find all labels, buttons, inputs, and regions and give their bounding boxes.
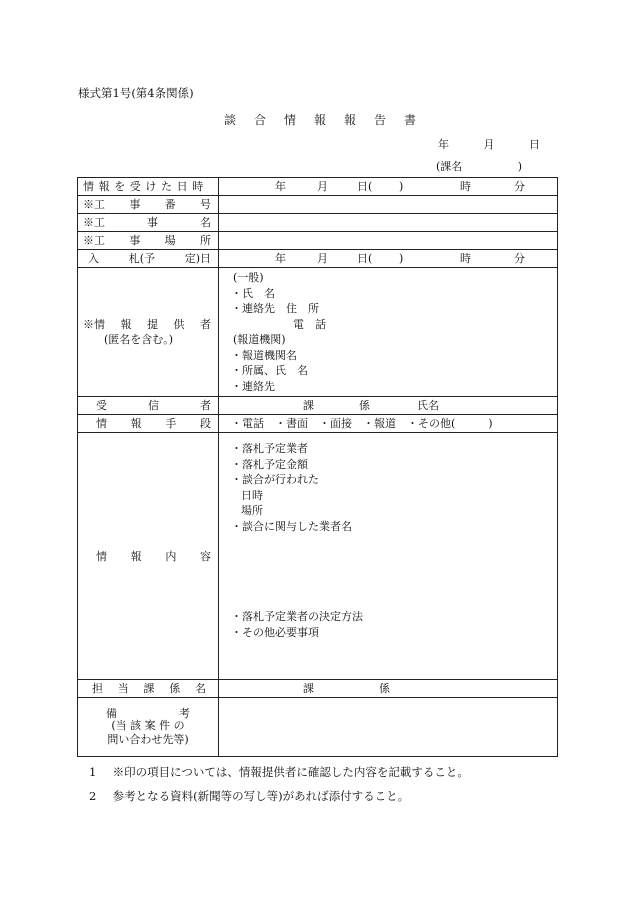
date-year: 年: [438, 138, 449, 151]
label-text: [82, 199, 214, 210]
ch: 情: [96, 549, 107, 563]
row-means: [78, 415, 558, 433]
remarks-sub1: (当 該 案 件 の: [111, 718, 185, 732]
dt-month: 月: [317, 252, 328, 265]
ch: 名: [200, 216, 211, 229]
row-staff: [78, 680, 558, 698]
value-work-number: [219, 196, 558, 214]
ch: 名: [195, 682, 206, 695]
dept-close: ): [517, 160, 522, 173]
note-1: [89, 767, 469, 779]
label-text: [82, 253, 214, 264]
dept-open: (課名: [436, 160, 463, 173]
line: ・報道機関名: [231, 348, 297, 362]
label-text: [82, 551, 214, 562]
ch: 番: [164, 198, 176, 211]
line: 電 話: [293, 317, 326, 331]
value-bid-date: [219, 250, 558, 268]
ch: 事: [129, 198, 141, 211]
dt-hour: 時: [460, 252, 471, 265]
note-text: ※印の項目については、情報提供者に確認した内容を記載すること。: [112, 765, 469, 779]
ch: 号: [199, 198, 211, 211]
value-remarks: [219, 698, 558, 757]
label-text: 情報を受けた日時: [83, 180, 208, 193]
form-id: 様式第1号(第4条関係): [78, 86, 194, 100]
ch: 供: [173, 318, 185, 331]
value-work-name: [219, 214, 558, 232]
ch: 者: [200, 318, 211, 331]
row-receiver: [78, 397, 558, 415]
note-2: [89, 791, 409, 803]
label-provider: [78, 268, 219, 397]
note-number: 2: [89, 789, 97, 803]
kakari: 係: [359, 399, 370, 412]
label-receiver: [78, 397, 219, 415]
ch: 内: [165, 549, 177, 563]
shimei: 氏名: [417, 399, 439, 412]
line: ・落札予定業者の決定方法: [231, 610, 363, 623]
line: 場所: [241, 504, 263, 517]
row-work-number: [78, 196, 558, 214]
row-received-datetime: [78, 178, 558, 196]
row-work-place: [78, 232, 558, 250]
value-provider: [219, 268, 558, 397]
ch: 報: [130, 549, 142, 563]
row-work-name: [78, 214, 558, 232]
ch: 事: [129, 234, 141, 247]
dt-year: 年: [275, 252, 286, 265]
label-received-datetime: [78, 178, 219, 196]
content-lines-bottom: [223, 534, 553, 640]
datetime-fields: [223, 179, 553, 195]
ch: 札(予: [128, 252, 155, 265]
ch: 備: [106, 706, 117, 720]
row-remarks: [78, 698, 558, 757]
ch: 段: [199, 417, 211, 430]
ch: 者: [200, 399, 211, 412]
label-staff: [78, 680, 219, 698]
line: ・落札予定金額: [231, 457, 308, 471]
ch: 場: [164, 234, 176, 247]
date-day: 日: [529, 138, 540, 151]
report-table: [77, 177, 558, 757]
datetime-fields: [223, 251, 553, 267]
line: (報道機関): [233, 333, 286, 346]
dt-day: 日(: [357, 180, 373, 193]
date-month: 月: [483, 138, 495, 151]
line: ・連絡先 住 所: [231, 302, 319, 315]
label-text: [82, 400, 214, 411]
note-text: 参考となる資料(新聞等の写し等)があれば添付すること。: [112, 789, 410, 803]
label-remarks: [78, 698, 219, 757]
dt-year: 年: [275, 180, 286, 193]
ch: 所: [199, 234, 211, 247]
mark: ※工: [83, 216, 105, 229]
line: ・その他必要事項: [231, 625, 319, 639]
label-means: [78, 415, 219, 433]
value-means: [219, 415, 558, 433]
ka: 課: [303, 682, 314, 695]
label-content: [78, 433, 219, 680]
value-receiver: [219, 397, 558, 415]
label-work-name: [78, 214, 219, 232]
note-number: 1: [89, 765, 97, 779]
label-text: [82, 217, 214, 228]
ch: 提: [147, 318, 158, 331]
staff-fields: [223, 681, 553, 697]
ch: 考: [179, 706, 190, 720]
label-text: [82, 319, 214, 330]
ch: 容: [199, 549, 211, 563]
value-content: [219, 433, 558, 680]
line: ・談合に関与した業者名: [231, 519, 352, 533]
ch: 信: [148, 399, 159, 412]
line: (一般): [233, 271, 264, 284]
label-work-place: [78, 232, 219, 250]
label-text: [82, 683, 214, 694]
ka: 課: [303, 399, 314, 412]
ch: 当: [117, 682, 129, 695]
ch: 情: [96, 417, 107, 430]
dt-day: 日(: [357, 252, 373, 265]
report-date: [438, 139, 540, 150]
provider-sublabel: (匿名を含む。): [104, 333, 174, 346]
ch: 定)日: [184, 252, 211, 265]
ch: 課: [143, 682, 155, 695]
remarks-sub2: 問い合わせ先等): [107, 732, 189, 746]
means-options: ・電話 ・書面 ・面接 ・報道 ・その他( ): [231, 417, 493, 430]
dt-month: 月: [317, 180, 328, 193]
label-bid-date: [78, 250, 219, 268]
line: ・落札予定業者: [231, 442, 308, 455]
receiver-fields: [223, 398, 553, 414]
mark: ※情: [83, 318, 105, 331]
dt-close: ): [399, 180, 404, 193]
value-work-place: [219, 232, 558, 250]
content-lines-top: [223, 433, 553, 534]
dt-close: ): [399, 252, 404, 265]
label-work-number: [78, 196, 219, 214]
ch: 事: [147, 216, 158, 229]
row-content: [78, 433, 558, 680]
dt-minute: 分: [514, 252, 525, 265]
label-text: [82, 418, 214, 429]
ch: 係: [169, 682, 181, 695]
mark: ※工: [83, 234, 105, 247]
value-received-datetime: [219, 178, 558, 196]
line: 日時: [241, 488, 263, 502]
label-text: [82, 235, 214, 246]
mark: ※工: [83, 198, 105, 211]
kakari: 係: [379, 682, 390, 695]
document-title: 談合情報報告書: [224, 113, 435, 127]
ch: 報: [130, 417, 142, 430]
label-text: [82, 708, 214, 719]
line: ・所属、氏 名: [231, 364, 308, 377]
row-bid-date: [78, 250, 558, 268]
ch: 手: [165, 417, 177, 430]
ch: 受: [96, 399, 107, 412]
row-provider: [78, 268, 558, 397]
value-staff: [219, 680, 558, 698]
ch: 報: [120, 318, 132, 331]
line: ・氏 名: [231, 286, 275, 300]
ch: 担: [92, 682, 103, 695]
dt-minute: 分: [514, 180, 525, 193]
line: ・談合が行われた: [231, 473, 319, 486]
provider-lines: [223, 268, 553, 394]
dt-hour: 時: [460, 180, 471, 193]
line: ・連絡先: [231, 379, 275, 393]
ch: 入: [88, 252, 99, 265]
department-name: [436, 161, 522, 172]
